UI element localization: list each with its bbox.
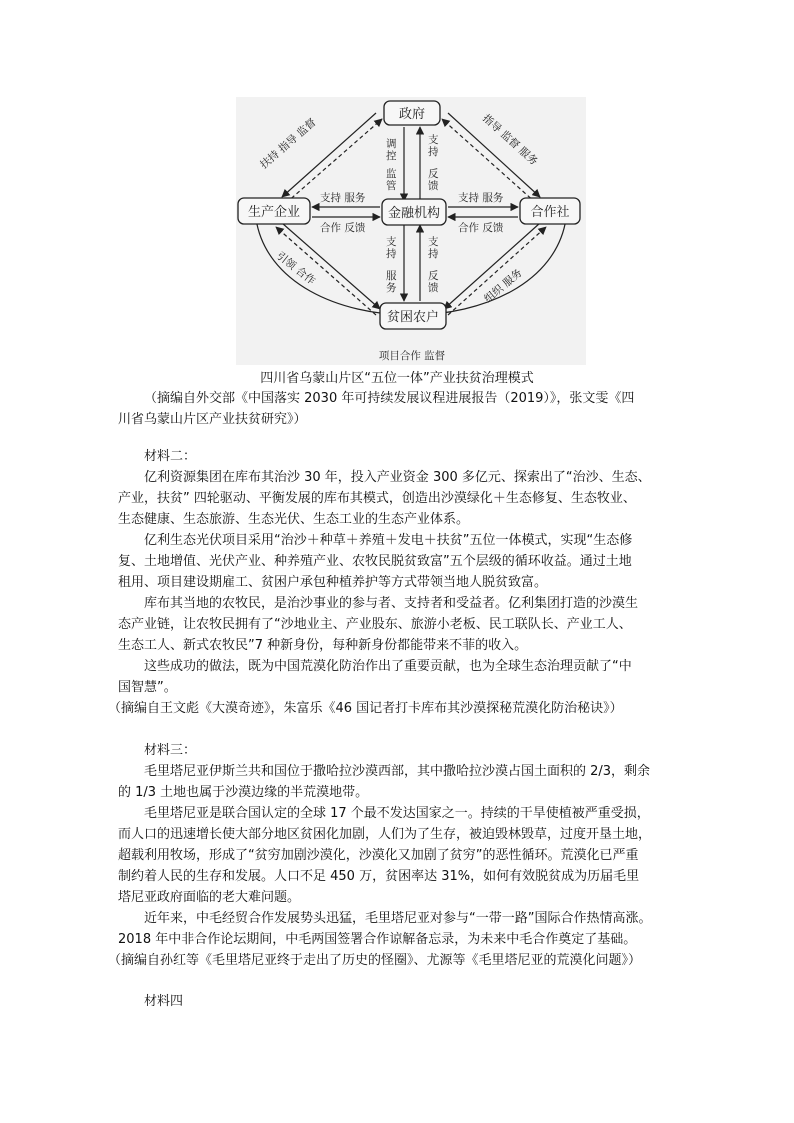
label-bottom: 项目合作 监督: [378, 350, 446, 362]
figure-caption: 四川省乌蒙山片区“五位一体”产业扶贫治理模式: [260, 371, 534, 386]
text-line: 近年来，中毛经贸合作发展势头迅猛，毛里塔尼亚对参与“一带一路”国际合作热情高涨。: [144, 911, 652, 926]
paragraph: [118, 467, 678, 530]
material-3: [108, 740, 678, 971]
paragraph: [118, 908, 678, 950]
text-line: 产业，扶贫” 四轮驱动、平衡发展的库布其模式，创造出沙漠绿化＋生态修复、生态牧业、: [118, 491, 636, 506]
node-cooperative-label: 合作社: [530, 205, 570, 220]
label-gov-coop: 指导 监督 服务: [479, 112, 540, 168]
material-3-heading: 材料三：: [144, 743, 197, 758]
material-2: [108, 446, 678, 719]
text-line: 制约着人民的生存和发展。人口不足 450 万，贫困率达 31%，如何有效脱贫成为历届毛里: [118, 869, 640, 884]
material-4: [118, 991, 678, 1012]
label-fin-farm-left-2: 服: [386, 270, 397, 282]
text-line: 这些成功的做法，既为中国荒漠化防治作出了重要贡献，也为全球生态治理贡献了“中: [144, 659, 632, 674]
text-line: 毛里塔尼亚是联合国认定的全球 17 个最不发达国家之一。持续的干旱使植被严重受损，: [144, 806, 650, 821]
paragraph: [118, 530, 678, 593]
node-government-label: 政府: [398, 107, 426, 122]
text-line: 的 1/3 土地也属于沙漠边缘的半荒漠地带。: [118, 785, 369, 800]
text-line: 国智慧”。: [118, 680, 177, 695]
text-line: 生态健康、生态旅游、生态光伏、生态工业的生态产业体系。: [118, 512, 470, 527]
label-coop-farm: 组织 服务: [482, 266, 525, 306]
source-1: [118, 388, 678, 430]
label-gov-fin-left-0: 调: [386, 138, 397, 150]
label-fin-farm-right-2: 反: [428, 270, 439, 282]
label-gov-fin-right-3: 馈: [428, 180, 439, 192]
label-ent-farm: 引领 合作: [274, 249, 318, 288]
label-fin-farm-right-0: 支: [428, 236, 439, 248]
paragraph: [118, 656, 678, 698]
label-fin-farm-left-3: 务: [386, 282, 397, 294]
label-gov-fin-right-2: 反: [428, 168, 439, 180]
flow-diagram: [236, 97, 586, 365]
node-farmers-label: 贫困农户: [386, 310, 440, 325]
material-2-heading: 材料二：: [144, 449, 197, 464]
label-gov-enterprise: 扶持 指导 监督: [258, 116, 319, 172]
label-gov-fin-right-0: 支: [428, 134, 439, 146]
label-fin-farm-left-1: 持: [386, 248, 397, 260]
label-ent-fin-top: 支持 服务: [320, 192, 366, 204]
text-line: 超载利用牧场，形成了“贫穷加剧沙漠化，沙漠化又加剧了贫穷”的恶性循环。荒漠化已严重: [118, 848, 639, 863]
label-gov-fin-right-1: 持: [428, 146, 439, 158]
node-enterprise-label: 生产企业: [247, 205, 301, 220]
label-ent-fin-bottom: 合作 反馈: [320, 222, 366, 234]
label-fin-farm-right-1: 持: [428, 248, 439, 260]
paragraph: [118, 593, 678, 656]
source-1-line: 川省乌蒙山片区产业扶贫研究》）: [118, 412, 307, 427]
text-line: 亿利资源集团在库布其治沙 30 年，投入产业资金 300 多亿元、探索出了“治沙、生态、: [144, 470, 651, 485]
source-1-line: （摘编自外交部《中国落实 2030 年可持续发展议程进展报告（2019）》，张文雯《四: [144, 391, 635, 406]
paragraph: [118, 761, 678, 803]
material-3-source: （摘编自孙红等《毛里塔尼亚终于走出了历史的怪圈》、尤源等《毛里塔尼亚的荒漠化问题》）: [108, 953, 642, 968]
text-line: 亿利生态光伏项目采用“治沙＋种草＋养殖＋发电＋扶贫”五位一体模式，实现“生态修: [144, 533, 633, 548]
text-line: 态产业链，让农牧民拥有了“沙地业主、产业股东、旅游小老板、民工联队长、产业工人、: [118, 617, 632, 632]
text-line: 塔尼亚政府面临的老大难问题。: [118, 890, 301, 905]
label-gov-fin-left-2: 监: [386, 168, 397, 180]
text-line: 2018 年中非合作论坛期间，中毛两国签署合作谅解备忘录，为未来中毛合作奠定了基础。: [118, 932, 637, 947]
paragraph: [118, 803, 678, 908]
text-line: 而人口的迅速增长使大部分地区贫困化加剧，人们为了生存，被迫毁林毁草，过度开垦土地，: [118, 827, 652, 842]
text-line: 库布其当地的农牧民，是治沙事业的参与者、支持者和受益者。亿利集团打造的沙漠生: [144, 596, 639, 611]
label-gov-fin-left-1: 控: [386, 150, 397, 162]
node-finance-label: 金融机构: [387, 206, 441, 221]
material-2-source: （摘编自王文彪《大漠奇迹》，朱富乐《46 国记者打卡库布其沙漠探秘荒漠化防治秘诀》）: [108, 701, 623, 716]
text-line: 复、土地增值、光伏产业、种养殖产业、农牧民脱贫致富”五个层级的循环收益。通过土地: [118, 554, 632, 569]
material-4-heading: 材料四: [144, 994, 184, 1009]
label-fin-farm-left-0: 支: [386, 236, 397, 248]
label-fin-farm-right-3: 馈: [428, 282, 439, 294]
label-gov-fin-left-3: 管: [386, 180, 397, 192]
text-line: 毛里塔尼亚伊斯兰共和国位于撒哈拉沙漠西部，其中撒哈拉沙漠占国土面积的 2/3，剩余: [144, 764, 651, 779]
label-coop-fin-bottom: 合作 反馈: [458, 222, 504, 234]
text-line: 生态工人、新式农牧民”7 种新身份，每种新身份都能带来不菲的收入。: [118, 638, 528, 653]
label-coop-fin-top: 支持 服务: [458, 192, 504, 204]
text-line: 租用、项目建设期雇工、贫困户承包种植养护等方式带领当地人脱贫致富。: [118, 575, 548, 590]
